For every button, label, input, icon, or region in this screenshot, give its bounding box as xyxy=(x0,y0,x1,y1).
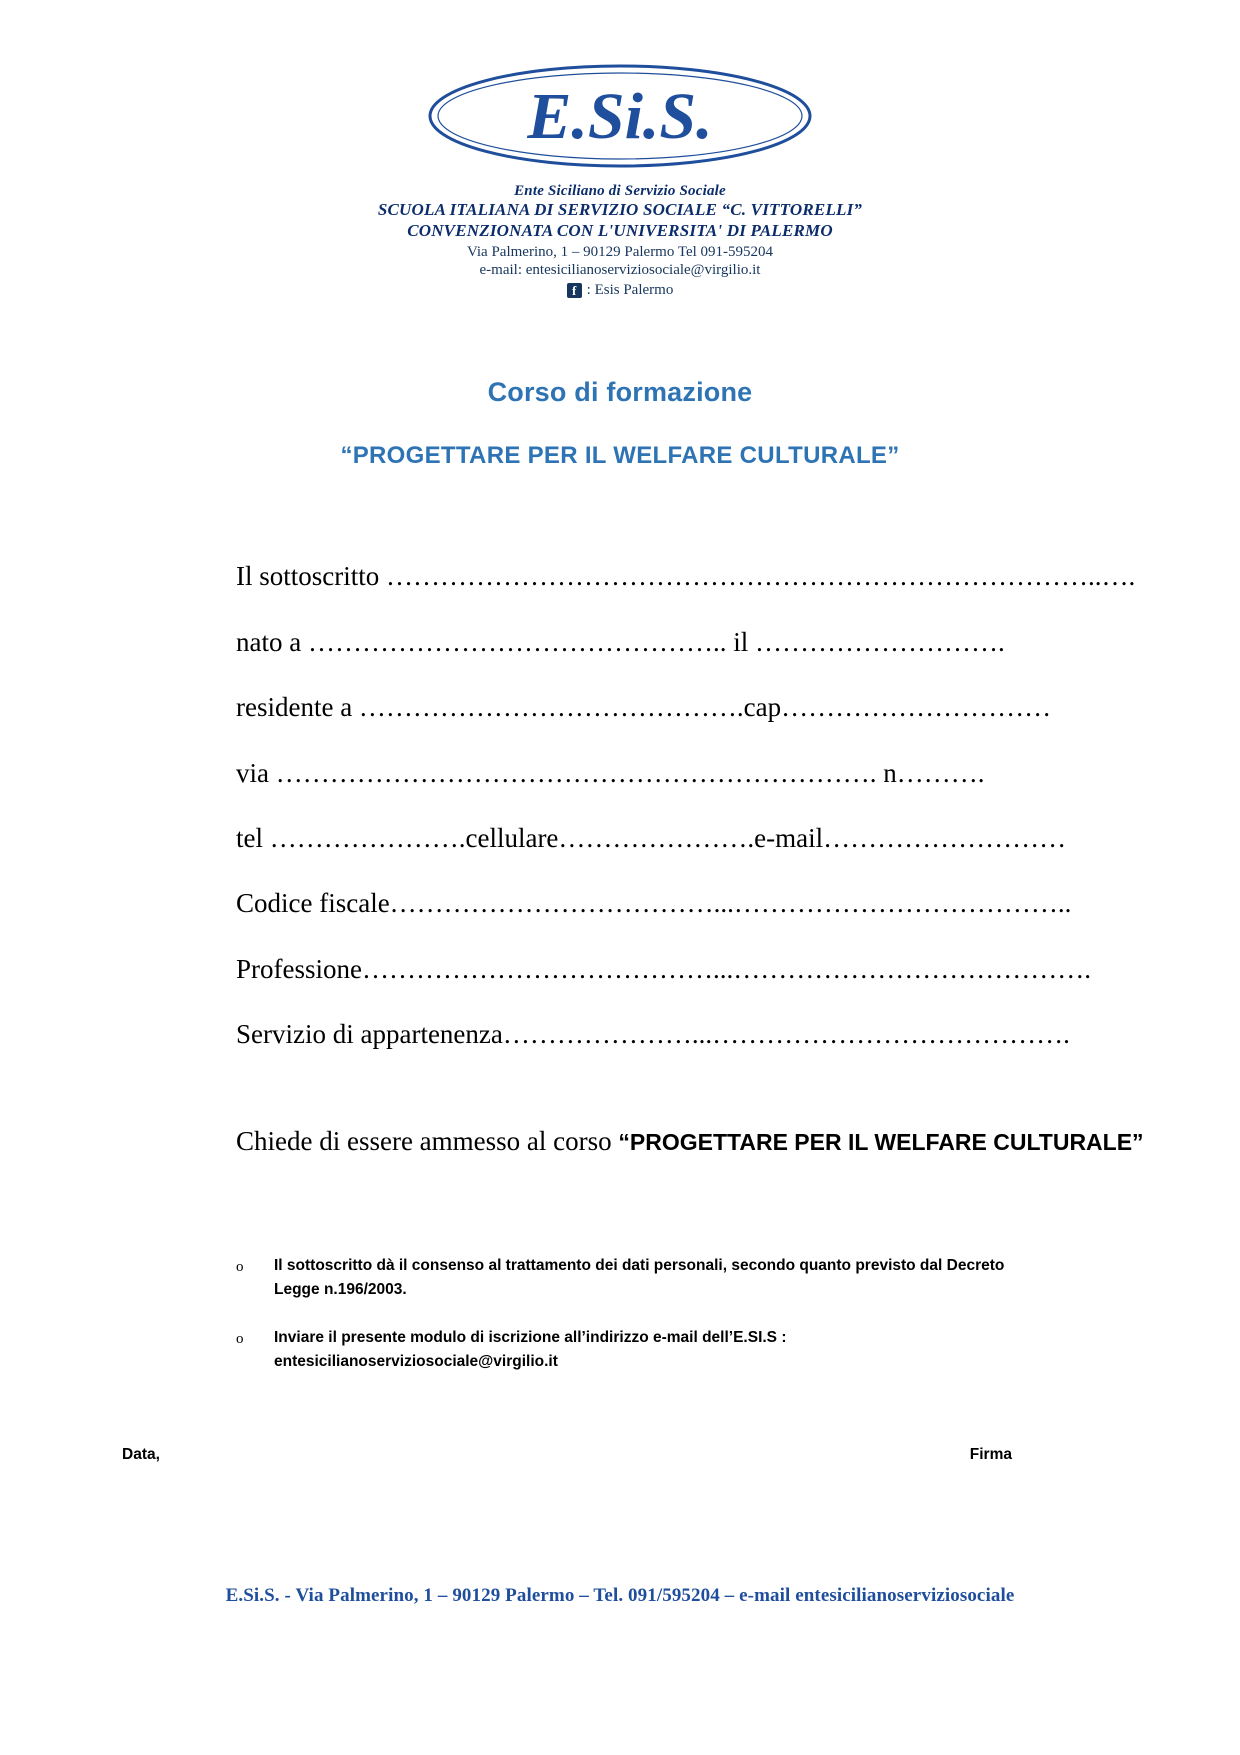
bullet-icon: o xyxy=(236,1331,244,1348)
request-prefix: Chiede di essere ammesso al corso xyxy=(236,1126,619,1157)
school-line-2: CONVENZIONATA CON L'UNIVERSITA' DI PALERMO xyxy=(407,220,833,240)
organization-name: Ente Siciliano di Servizio Sociale xyxy=(514,183,726,199)
signature-label: Firma xyxy=(969,1446,1012,1464)
request-statement xyxy=(236,1126,1144,1157)
letterhead-facebook xyxy=(0,282,1240,299)
page-title: “PROGETTARE PER IL WELFARE CULTURALE” xyxy=(340,442,900,470)
school-line-1: SCUOLA ITALIANA DI SERVIZIO SOCIALE “C. VITTORELLI” xyxy=(377,200,863,219)
course-label: Corso di formazione xyxy=(487,377,753,408)
note-submission-text: Inviare il presente modulo di iscrizione all’indirizzo e-mail dell’E.SI.S : entesicilianoserviziosociale@virgilio.it xyxy=(274,1329,787,1371)
field-via: via …………………………………………………………. n………. xyxy=(236,757,985,788)
facebook-icon: f xyxy=(567,283,582,298)
date-label: Data, xyxy=(122,1446,160,1464)
letterhead-email: e-mail: entesicilianoserviziosociale@virgilio.it xyxy=(479,262,761,279)
field-nato-a: nato a ……………………………………….. il ………………………. xyxy=(236,626,1005,657)
page-footer: E.Si.S. - Via Palmerino, 1 – 90129 Palermo – Tel. 091/595204 – e-mail entesicilianoserviziosociale xyxy=(225,1585,1015,1606)
request-course-name: “PROGETTARE PER IL WELFARE CULTURALE” xyxy=(618,1129,1144,1156)
letterhead-address: Via Palmerino, 1 – 90129 Palermo Tel 091-595204 xyxy=(466,244,774,261)
signature-row xyxy=(120,1446,1120,1464)
field-codice-fiscale: Codice fiscale………………………………...……………………………….. xyxy=(236,888,1072,919)
field-servizio-appartenenza: Servizio di appartenenza…………………...…………………………………. xyxy=(236,1018,1070,1049)
notes-list xyxy=(120,1254,1120,1374)
list-item xyxy=(236,1254,1020,1302)
field-sottoscritto: Il sottoscritto ……………………………………………………………………..…. xyxy=(236,561,1136,592)
bullet-icon: o xyxy=(236,1259,244,1276)
field-tel: tel ………………….cellulare………………….e-mail……………………… xyxy=(236,822,1067,853)
esis-logo xyxy=(405,56,835,176)
form-fields xyxy=(120,561,1144,1157)
facebook-handle: : Esis Palermo xyxy=(586,282,674,299)
note-consent-text: Il sottoscritto dà il consenso al trattamento dei dati personali, secondo quanto previsto dal Decreto Legge n.196/2003. xyxy=(274,1257,1005,1299)
field-residente: residente a …………………………………….cap………………………… xyxy=(236,692,1052,723)
letterhead xyxy=(0,0,1240,299)
field-professione: Professione…………………………………...…………………………………. xyxy=(236,953,1091,984)
list-item xyxy=(236,1326,1020,1374)
svg-text:E.Si.S.: E.Si.S. xyxy=(527,80,713,153)
esis-logo-icon xyxy=(405,56,835,176)
